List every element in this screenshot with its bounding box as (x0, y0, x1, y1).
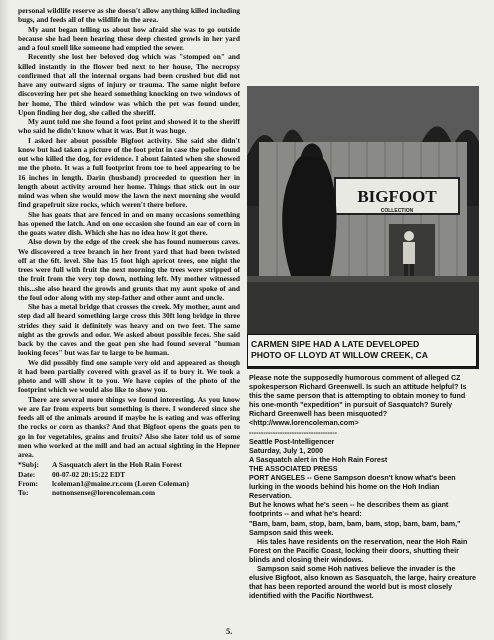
article-agency: THE ASSOCIATED PRESS (249, 464, 338, 473)
email-subject-value: A Sasquatch alert in the Hoh Rain Forest (52, 460, 182, 470)
bigfoot-sign-subtext: COLLECTION (380, 208, 414, 214)
article-paragraph-1: PORT ANGELES -- Gene Sampson doesn't know what's been lurking in the woods behind his home on the Hoh Indian Reservation. (249, 474, 456, 501)
photo-illustration (247, 86, 479, 334)
source-publication: Seattle Post-Intelligencer (249, 437, 335, 446)
email-subject-row (18, 460, 240, 469)
divider-line: ------------------------------------- (249, 428, 337, 437)
left-paragraph-2: My aunt began telling us about how afraid she was to go outside because she had been hearing these deep chested growls in her yard and a foul smell like someone had emptied the sewer. (18, 24, 240, 52)
left-paragraph-5: I asked her about possible Bigfoot activity. She said she didn't know but had taken a picture of the foot print in case the police found out who killed the dog, for evidence. I about fainted when she showed me the photo. It was a full footprint from toe to heel appearing to be 16 inches in length. Darin (husband) proceeded to question her in length about activity around her home. Things that stick out in our mind was when she would mow the lawn the next morning she would find grapefruit size rocks, which weren't there before. (18, 135, 240, 210)
email-from-key: From: (18, 478, 38, 488)
page-number: 5. (226, 626, 233, 636)
article-paragraph-2: But he knows what he's seen -- he describes them as giant footprints -- and what he's heard: (249, 501, 449, 519)
walkway (247, 276, 479, 282)
left-paragraph-1: personal wildlife reserve as she doesn't allow anything killed including bugs, and feeds all of the wildlife in the area. (18, 6, 240, 25)
left-article-column (18, 6, 240, 628)
email-date-key: Date: (18, 469, 36, 479)
left-paragraph-4: My aunt told me she found a foot print and showed it to the sheriff who said he didn't know what it was. But it was huge. (18, 117, 240, 136)
article-headline: A Sasquatch alert in the Hoh Rain Forest (249, 455, 388, 464)
left-paragraph-9: We did possibly find one sample very old and appeared as though it had been partially covered with gravel as if to bury it. We took a photo and will show it to you. We have copies of the photo of the footprint which we would also like to show you. (18, 357, 240, 395)
editor-note: Please note the supposedly humorous comment of alleged CZ spokesperson Richard Greenwell. Is such an attitude helpful? Is this the same person that is attempting to obtain money to fund his one-month "expedition" in pursuit of Sasquatch? Surely Richard Greenwell has been misquoted? <http://www.lorencoleman.com> (249, 374, 467, 428)
person-body (403, 242, 415, 264)
bigfoot-sign-text: BIGFOOT (357, 187, 437, 206)
email-to-row (18, 488, 240, 497)
left-paragraph-6: She has goats that are fenced in and on many occasions something has opened the latch. And on one occasion she found an ear of corn in the goats water dish. Which she has no idea how it got there. (18, 209, 240, 237)
bigfoot-collection-photo (247, 86, 479, 369)
scan-edge-shadow (0, 0, 10, 640)
photo-caption-line-2: PHOTO OF LLOYD AT WILLOW CREEK, CA (251, 350, 428, 360)
left-paragraph-7: Also down by the edge of the creek she has found numerous caves. We discovered a tree branch in her front yard that had been twisted off at the 6ft. level. She has 15 foot high apricot trees, one night the trees were full with fruit the next morning the trees were stripped of the fruit from the very top down, nothing left. My mother witnessed this...she also heard the growls and grunts that my aunt spoke of and the foul odor along with my step-father and other aunt and uncle. (18, 237, 240, 302)
photo-caption (247, 334, 477, 367)
left-paragraph-3: Recently she lost her beloved dog which was "stomped on" and killed instantly in the flower bed next to her house, The necropsy confirmed that all the internal organs had been crushed but did not have any outward signs of injury or trauma. The same night before discovering her pet she heard something knocking on two windows of her home, The third window was which the pet was found under, Upon finding her dog, she called the sheriff. (18, 52, 240, 117)
left-paragraph-8: She has a metal bridge that crosses the creek. My mother, aunt and step dad all heard something large cross this 30ft long bridge in three strides they said it definitely was heavy and on two feet. The same night as the growls and odor. We asked about possible feces. She said back by the caves and the goat pen she had found several "human looking feces" but was far to large to be human. (18, 302, 240, 358)
article-date: Saturday, July 1, 2000 (249, 446, 324, 455)
email-from-row (18, 479, 240, 488)
person-head (404, 231, 414, 241)
email-subject-key: *Subj: (18, 460, 39, 470)
email-from-value: lcoleman1@maine.rr.com (Loren Coleman) (52, 478, 190, 488)
left-paragraph-10: There are several more things we found interesting. As you know we are far from experts but something is there. I wondered since she feeds all of the animals around if maybe he is eating and was offering the rocks or corn as thanks? And that Bigfoot opens the goats pen to go in for vegetables, grains and fruits? Also she later told us of some men who worked at the mill and had an actual sighting in the Hepner area. (18, 394, 240, 459)
photo-caption-line-1: CARMEN SIPE HAD A LATE DEVELOPED (251, 339, 420, 349)
right-article-column (249, 374, 477, 630)
ground (247, 280, 479, 334)
email-header (18, 460, 240, 497)
article-paragraph-4: His tales have residents on the reservation, near the Hoh Rain Forest on the Pacific Coast, locking their doors, shutting their blinds and closing their windows. (249, 537, 468, 564)
article-paragraph-5: Sampson said some Hoh natives believe the invader is the elusive Bigfoot, also known as Sasquatch, the large, hairy creature that has been reported around the world but is most closely identified with the Pacific Northwest. (249, 564, 476, 601)
article-paragraph-3: "Bam, bam, bam, stop, bam, bam, bam, stop, bam, bam, bam," Sampson said this week. (249, 519, 461, 537)
email-to-value: notnonsense@lorencoleman.com (52, 488, 156, 497)
email-to-key: To: (18, 488, 29, 497)
email-date-row (18, 470, 240, 479)
email-date-value: 00-07-02 20:15:22 EDT (52, 469, 126, 479)
